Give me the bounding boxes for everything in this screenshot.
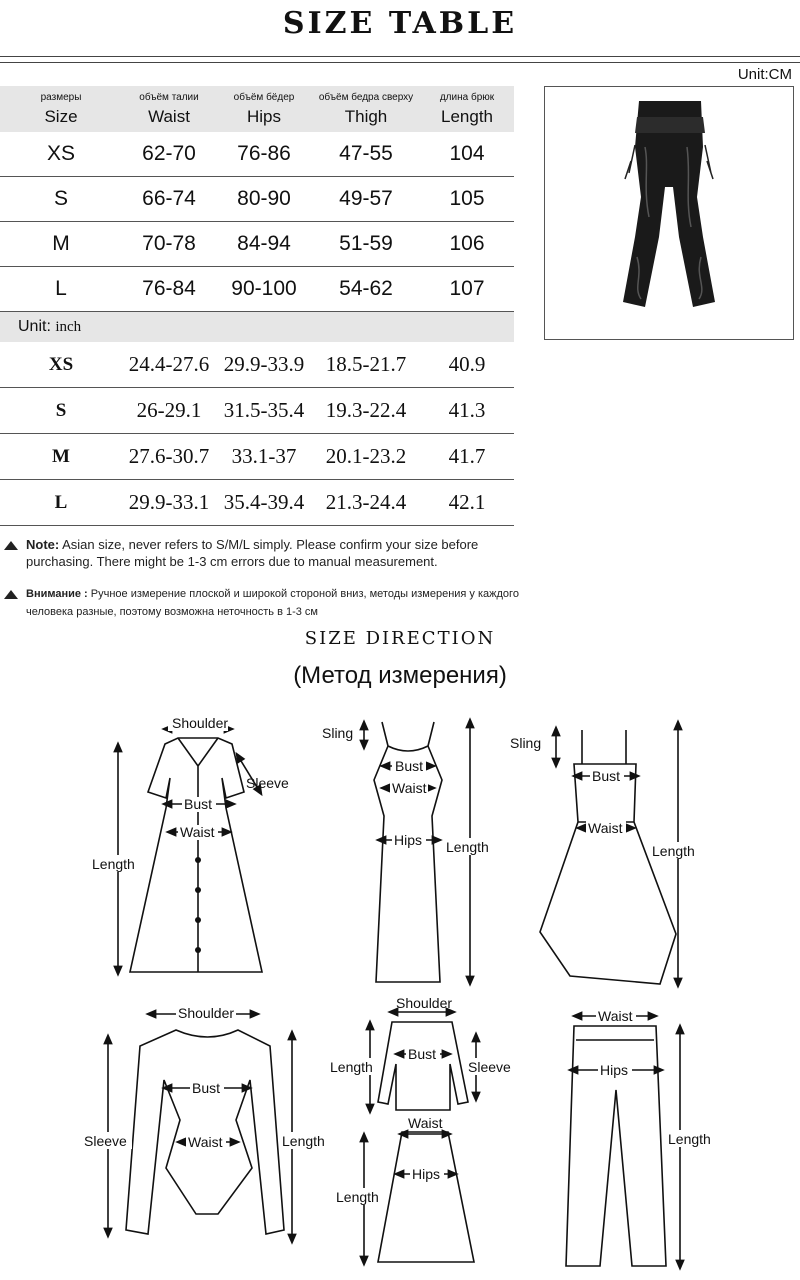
header-size: размеры Size [0, 86, 122, 132]
slip-dress-waist-label: Waist [392, 780, 427, 796]
cell-hips: 80-90 [216, 177, 312, 222]
cell-waist: 66-74 [122, 177, 216, 222]
cell-length: 106 [420, 222, 514, 267]
top-shoulder-label: Shoulder [396, 995, 453, 1011]
bodysuit-length-label: Length [282, 1133, 325, 1149]
cell-waist: 62-70 [122, 132, 216, 177]
header-thigh: объём бедра сверху Thigh [312, 86, 420, 132]
slip-dress-bust-label: Bust [395, 758, 424, 774]
note-ru-triangle-icon [4, 590, 18, 599]
shirt-dress-shoulder-label: Shoulder [172, 715, 229, 731]
cell-hips: 90-100 [216, 267, 312, 312]
cell-size: XS [0, 132, 122, 177]
strap-dress-sling-label: Sling [510, 735, 542, 751]
page-title: SIZE TABLE [282, 6, 518, 41]
strap-dress-length-label: Length [652, 843, 695, 859]
bodysuit-sleeve-label: Sleeve [84, 1133, 127, 1149]
measurement-diagrams [0, 700, 800, 1280]
cell-size: L [0, 480, 122, 526]
top-length-label: Length [330, 1059, 373, 1075]
table-row [0, 342, 514, 388]
cell-length: 107 [420, 267, 514, 312]
cell-thigh: 20.1-23.2 [312, 434, 420, 480]
cell-waist: 26-29.1 [122, 388, 216, 434]
cell-hips: 84-94 [216, 222, 312, 267]
bodysuit-waist-label: Waist [188, 1134, 223, 1150]
cell-hips: 76-86 [216, 132, 312, 177]
cell-thigh: 49-57 [312, 177, 420, 222]
table-row [0, 434, 514, 480]
cell-size: S [0, 177, 122, 222]
header-hips: объём бёдер Hips [216, 86, 312, 132]
cell-length: 41.7 [420, 434, 514, 480]
skirt-length-label: Length [336, 1189, 379, 1205]
strap-dress-waist-label: Waist [588, 820, 623, 836]
unit-inch-label: Unit: [18, 318, 51, 335]
shirt-dress-waist-label: Waist [180, 824, 215, 840]
method-title: (Метод измерения) [293, 662, 507, 689]
note-triangle-icon [4, 541, 18, 550]
table-row [0, 267, 514, 312]
unit-inch-value: inch [55, 319, 82, 335]
cell-thigh: 19.3-22.4 [312, 388, 420, 434]
pants-hips-label: Hips [600, 1062, 629, 1078]
cell-hips: 31.5-35.4 [216, 388, 312, 434]
header-waist: объём талии Waist [122, 86, 216, 132]
table-row [0, 222, 514, 267]
note-label: Note: [26, 537, 60, 552]
pants-waist-label: Waist [598, 1008, 633, 1024]
cell-hips: 29.9-33.9 [216, 342, 312, 388]
pants-length-label: Length [668, 1131, 711, 1147]
cell-length: 42.1 [420, 480, 514, 526]
cell-length: 104 [420, 132, 514, 177]
skirt-waist-label: Waist [408, 1115, 443, 1131]
note-ru-text: Ручное измерение плоской и широкой стороной вниз, методы измерения у каждого человека разные, поэтому возможна неточность в 1-3 см [26, 588, 519, 618]
unit-inch-row [0, 312, 514, 343]
shirt-dress-diagram [118, 729, 262, 972]
cell-size: M [0, 222, 122, 267]
shirt-dress-length-label: Length [92, 856, 135, 872]
cell-thigh: 21.3-24.4 [312, 480, 420, 526]
cell-hips: 35.4-39.4 [216, 480, 312, 526]
top-sleeve-label: Sleeve [468, 1059, 511, 1075]
table-row [0, 388, 514, 434]
cell-waist: 76-84 [122, 267, 216, 312]
cell-size: XS [0, 342, 122, 388]
cell-hips: 33.1-37 [216, 434, 312, 480]
size-direction-title: SIZE DIRECTION [304, 628, 496, 649]
cell-thigh: 18.5-21.7 [312, 342, 420, 388]
title-rule-bottom [0, 62, 800, 63]
cell-waist: 70-78 [122, 222, 216, 267]
cell-length: 41.3 [420, 388, 514, 434]
note-text: Asian size, never refers to S/M/L simply. Please confirm your size before purchasing. There might be 1-3 cm errors due to manual measurement. [26, 537, 479, 569]
table-row [0, 132, 514, 177]
cell-thigh: 47-55 [312, 132, 420, 177]
product-image [544, 86, 794, 340]
cell-size: L [0, 267, 122, 312]
cell-waist: 27.6-30.7 [122, 434, 216, 480]
bodysuit-diagram [108, 1014, 292, 1240]
slip-dress-length-label: Length [446, 839, 489, 855]
slip-dress-hips-label: Hips [394, 832, 423, 848]
header-length: длина брюк Length [420, 86, 514, 132]
shirt-dress-sleeve-label: Sleeve [246, 775, 289, 791]
skirt-hips-label: Hips [412, 1166, 441, 1182]
shirt-dress-bust-label: Bust [184, 796, 213, 812]
cell-length: 40.9 [420, 342, 514, 388]
cell-size: M [0, 434, 122, 480]
slip-dress-sling-label: Sling [322, 725, 354, 741]
cell-size: S [0, 388, 122, 434]
table-row [0, 480, 514, 526]
bodysuit-bust-label: Bust [192, 1080, 221, 1096]
title-rule-top [0, 56, 800, 57]
table-header-row [0, 86, 514, 132]
cell-length: 105 [420, 177, 514, 222]
cell-waist: 24.4-27.6 [122, 342, 216, 388]
flare-pants-image [545, 87, 793, 339]
bodysuit-shoulder-label: Shoulder [178, 1005, 235, 1021]
strap-dress-bust-label: Bust [592, 768, 621, 784]
table-row [0, 177, 514, 222]
unit-cm-label: Unit:CM [737, 66, 792, 83]
cell-thigh: 54-62 [312, 267, 420, 312]
pants-diagram [566, 1016, 680, 1266]
note-ru-label: Внимание : [26, 588, 88, 600]
cell-thigh: 51-59 [312, 222, 420, 267]
top-bust-label: Bust [408, 1046, 437, 1062]
size-table [0, 86, 514, 526]
cell-waist: 29.9-33.1 [122, 480, 216, 526]
